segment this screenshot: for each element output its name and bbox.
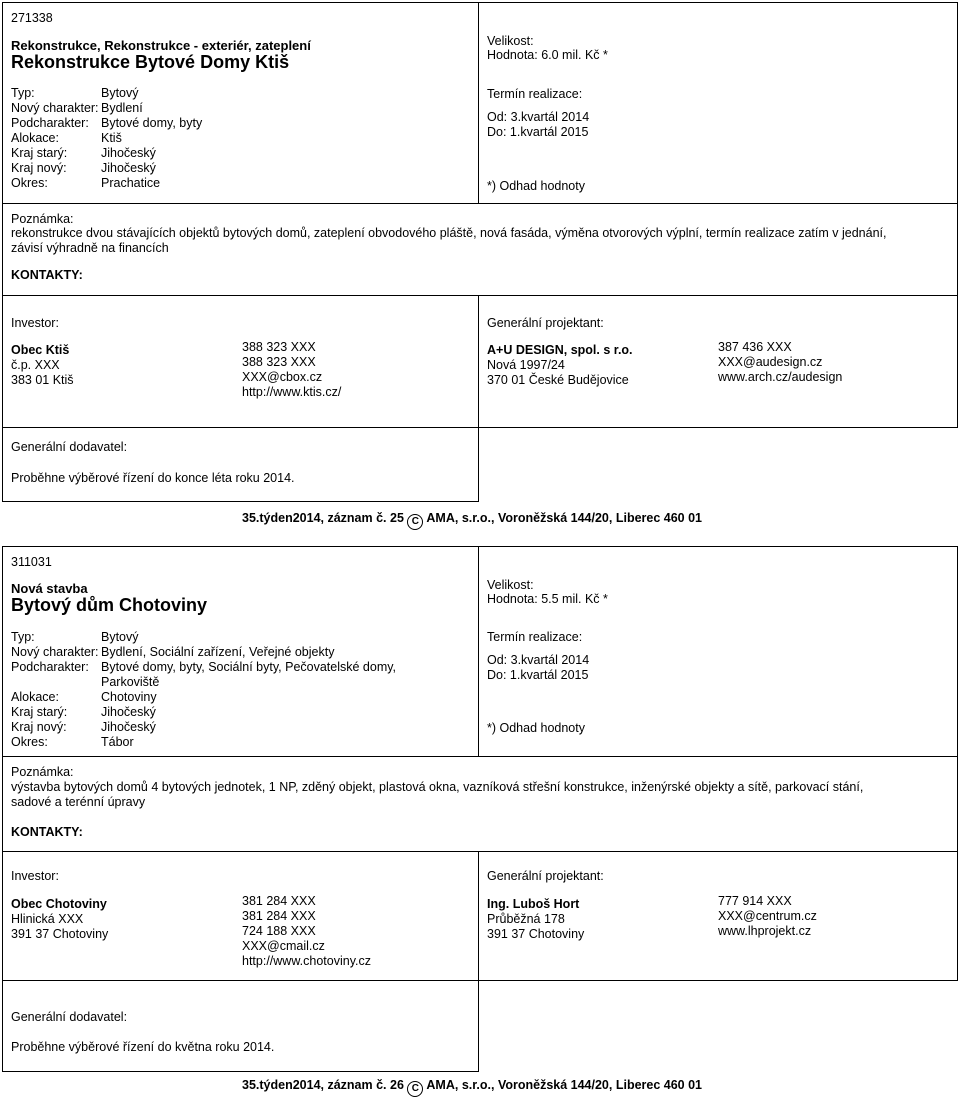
footer-week: 35.týden2014, záznam č. 25 — [242, 511, 404, 525]
field-label: Nový charakter: — [11, 645, 99, 659]
investor-city: 391 37 Chotoviny — [11, 927, 109, 941]
field-label: Typ: — [11, 86, 35, 100]
note-label: Poznámka: — [11, 765, 74, 779]
investor-phone: 381 284 XXX — [242, 909, 316, 923]
designer-name: A+U DESIGN, spol. s r.o. — [487, 343, 633, 357]
field-row — [11, 161, 202, 176]
field-row — [11, 146, 202, 161]
investor-phone: 388 323 XXX — [242, 355, 316, 369]
field-label: Okres: — [11, 176, 48, 190]
investor-street: č.p. XXX — [11, 358, 60, 372]
field-value: Bytové domy, byty — [101, 116, 203, 130]
field-row — [11, 720, 396, 735]
field-label: Podcharakter: — [11, 116, 89, 130]
estimate-note: *) Odhad hodnoty — [487, 179, 585, 193]
record2-note-box — [2, 756, 958, 852]
field-label: Alokace: — [11, 690, 59, 704]
field-row — [11, 675, 396, 690]
field-value: Parkoviště — [101, 675, 160, 689]
record-subtitle: Rekonstrukce, Rekonstrukce - exteriér, zateplení — [11, 38, 311, 53]
investor-phone: 381 284 XXX — [242, 894, 316, 908]
field-row — [11, 645, 396, 660]
investor-contacts — [242, 340, 341, 400]
footer-company: AMA, s.r.o., Voroněžská 144/20, Liberec 460 01 — [426, 511, 703, 525]
field-row — [11, 630, 396, 645]
record1-investor-box — [2, 295, 479, 428]
term-label: Termín realizace: — [487, 630, 583, 644]
field-row — [11, 86, 202, 101]
record-title: Rekonstrukce Bytové Domy Ktiš — [11, 52, 290, 72]
field-value: Prachatice — [101, 176, 161, 190]
field-label: Typ: — [11, 630, 35, 644]
designer-contacts — [718, 894, 817, 939]
investor-street: Hlinická XXX — [11, 912, 84, 926]
field-row — [11, 131, 202, 146]
field-value: Bytové domy, byty, Sociální byty, Pečovatelské domy, — [101, 660, 397, 674]
investor-web: http://www.ktis.cz/ — [242, 385, 342, 399]
note-label: Poznámka: — [11, 212, 74, 226]
footer-week: 35.týden2014, záznam č. 26 — [242, 1078, 404, 1092]
field-value: Jihočeský — [101, 720, 156, 734]
record-id: 271338 — [11, 11, 53, 25]
contractor-text: Proběhne výběrové řízení do května roku 2014. — [11, 1040, 275, 1054]
field-row — [11, 101, 202, 116]
field-label: Kraj nový: — [11, 720, 67, 734]
term-to: Do: 1.kvartál 2015 — [487, 668, 589, 682]
size-value: Hodnota: 5.5 mil. Kč * — [487, 592, 608, 606]
record-id: 311031 — [11, 555, 52, 569]
investor-phone: 388 323 XXX — [242, 340, 316, 354]
note-text-line1: výstavba bytových domů 4 bytových jednotek, 1 NP, zděný objekt, plastová okna, vazníková střešní konstrukce, inženýrské objekty a sítě, parkovací stání, — [11, 780, 864, 794]
field-row — [11, 116, 202, 131]
investor-email: XXX@cbox.cz — [242, 370, 323, 384]
investor-contacts — [242, 894, 371, 969]
designer-label: Generální projektant: — [487, 316, 604, 330]
investor-name: Obec Ktiš — [11, 343, 70, 357]
designer-city: 391 37 Chotoviny — [487, 927, 585, 941]
field-value: Jihočeský — [101, 161, 156, 175]
term-to: Do: 1.kvartál 2015 — [487, 125, 589, 139]
contractor-text: Proběhne výběrové řízení do konce léta roku 2014. — [11, 471, 295, 485]
contacts-heading: KONTAKTY: — [11, 268, 83, 282]
field-value: Tábor — [101, 735, 134, 749]
size-label: Velikost: — [487, 34, 534, 48]
designer-street: Průběžná 178 — [487, 912, 565, 926]
footer-company: AMA, s.r.o., Voroněžská 144/20, Liberec 460 01 — [426, 1078, 703, 1092]
field-value: Bydlení, Sociální zařízení, Veřejné objekty — [101, 645, 335, 659]
investor-label: Investor: — [11, 316, 59, 330]
investor-address — [11, 343, 74, 388]
record-fields — [11, 86, 202, 191]
field-value: Jihočeský — [101, 705, 156, 719]
designer-email: XXX@audesign.cz — [718, 355, 823, 369]
note-text-line2: závisí výhradně na financích — [11, 241, 169, 255]
designer-web: www.arch.cz/audesign — [718, 370, 843, 384]
record-fields — [11, 630, 396, 750]
field-row — [11, 705, 396, 720]
note-text-line1: rekonstrukce dvou stávajících objektů bytových domů, zateplení obvodového pláště, nová fasáda, výměna otvorových výplní, termín realizace zatím v jednání, — [11, 226, 887, 240]
field-label: Okres: — [11, 735, 48, 749]
designer-web: www.lhprojekt.cz — [718, 924, 812, 938]
record1-contractor-box — [2, 427, 479, 502]
record-footer — [242, 1078, 702, 1097]
record-subtitle: Nová stavba — [11, 581, 88, 596]
contractor-label: Generální dodavatel: — [11, 1010, 128, 1024]
designer-label: Generální projektant: — [487, 869, 604, 883]
copyright-icon: C — [407, 514, 423, 530]
record1-size-box — [478, 2, 958, 204]
field-value: Ktiš — [101, 131, 122, 145]
contractor-label: Generální dodavatel: — [11, 440, 128, 454]
field-row — [11, 735, 396, 750]
field-row — [11, 690, 396, 705]
record-footer — [242, 511, 702, 530]
field-value: Bydlení — [101, 101, 143, 115]
contacts-heading: KONTAKTY: — [11, 825, 83, 839]
field-value: Bytový — [101, 86, 139, 100]
investor-address — [11, 897, 108, 942]
investor-email: XXX@cmail.cz — [242, 939, 325, 953]
investor-city: 383 01 Ktiš — [11, 373, 74, 387]
designer-city: 370 01 České Budějovice — [487, 373, 629, 387]
term-from: Od: 3.kvartál 2014 — [487, 653, 590, 667]
field-label: Kraj nový: — [11, 161, 67, 175]
term-label: Termín realizace: — [487, 87, 583, 101]
investor-name: Obec Chotoviny — [11, 897, 107, 911]
investor-label: Investor: — [11, 869, 59, 883]
investor-web: http://www.chotoviny.cz — [242, 954, 371, 968]
size-value: Hodnota: 6.0 mil. Kč * — [487, 48, 608, 62]
designer-address — [487, 343, 633, 388]
designer-phone: 777 914 XXX — [718, 894, 792, 908]
field-label: Kraj starý: — [11, 705, 68, 719]
note-text-line2: sadové a terénní úpravy — [11, 795, 146, 809]
field-value: Bytový — [101, 630, 139, 644]
field-label: Alokace: — [11, 131, 59, 145]
field-label: Nový charakter: — [11, 101, 99, 115]
size-label: Velikost: — [487, 578, 534, 592]
field-row — [11, 660, 396, 675]
designer-address — [487, 897, 584, 942]
investor-phone: 724 188 XXX — [242, 924, 316, 938]
designer-contacts — [718, 340, 842, 385]
record-title: Bytový dům Chotoviny — [11, 595, 208, 615]
term-from: Od: 3.kvartál 2014 — [487, 110, 590, 124]
field-value: Jihočeský — [101, 146, 156, 160]
designer-name: Ing. Luboš Hort — [487, 897, 580, 911]
field-value: Chotoviny — [101, 690, 157, 704]
estimate-note: *) Odhad hodnoty — [487, 721, 585, 735]
field-label: Kraj starý: — [11, 146, 68, 160]
designer-street: Nová 1997/24 — [487, 358, 565, 372]
record2-contractor-box — [2, 980, 479, 1072]
field-label: Podcharakter: — [11, 660, 89, 674]
designer-email: XXX@centrum.cz — [718, 909, 817, 923]
copyright-icon: C — [407, 1081, 423, 1097]
field-row — [11, 176, 202, 191]
designer-phone: 387 436 XXX — [718, 340, 792, 354]
